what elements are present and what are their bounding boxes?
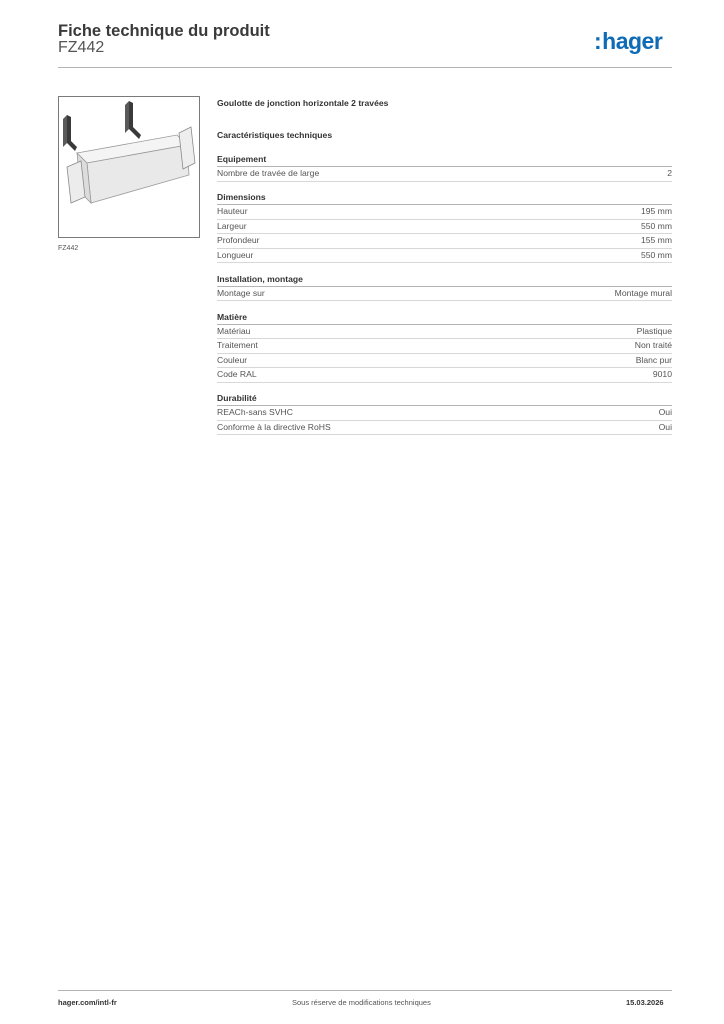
- product-reference: FZ442: [58, 39, 105, 56]
- spec-row: [217, 354, 672, 369]
- spec-row: [217, 406, 672, 421]
- footer-notice: Sous réserve de modifications techniques: [292, 998, 431, 1007]
- spec-row: [217, 167, 672, 182]
- spec-section: [217, 273, 672, 302]
- spec-label: Montage sur: [217, 287, 265, 298]
- footer-website[interactable]: hager.com/intl-fr: [58, 998, 117, 1007]
- logo-text: hager: [602, 28, 663, 54]
- spec-section: [217, 153, 672, 182]
- section-title: Dimensions: [217, 191, 672, 205]
- spec-label: Hauteur: [217, 206, 248, 216]
- hager-logo: :hager: [594, 28, 663, 54]
- product-image: [58, 96, 200, 238]
- spec-row: [217, 249, 672, 264]
- spec-label: Conforme à la directive RoHS: [217, 421, 331, 432]
- spec-section: [217, 392, 672, 435]
- spec-label: Traitement: [217, 340, 258, 350]
- spec-row: [217, 234, 672, 249]
- spec-row: [217, 205, 672, 220]
- spec-row: [217, 368, 672, 383]
- spec-row: [217, 287, 672, 302]
- spec-value: Plastique: [636, 325, 672, 336]
- spec-row: [217, 421, 672, 436]
- spec-value: 195 mm: [640, 206, 672, 216]
- spec-value: 2: [667, 168, 672, 178]
- spec-value: 155 mm: [640, 235, 672, 245]
- section-title: Durabilité: [217, 392, 672, 406]
- spec-row: [217, 220, 672, 235]
- spec-value: Blanc pur: [635, 354, 672, 365]
- page-title: Fiche technique du produit: [58, 22, 270, 40]
- spec-row: [217, 325, 672, 340]
- section-title: Equipement: [217, 153, 672, 167]
- spec-value: 9010: [652, 369, 672, 379]
- header-divider: [58, 67, 672, 68]
- footer-date: 15.03.2026: [626, 998, 664, 1007]
- footer-divider: [58, 990, 672, 991]
- spec-label: Longueur: [217, 249, 254, 260]
- spec-section: [217, 191, 672, 263]
- image-caption: FZ442: [58, 245, 79, 252]
- spec-label: REACh-sans SVHC: [217, 407, 293, 417]
- section-title: Installation, montage: [217, 273, 672, 287]
- section-title: Matière: [217, 311, 672, 325]
- spec-label: Nombre de travée de large: [217, 168, 320, 178]
- spec-label: Largeur: [217, 220, 247, 231]
- spec-label: Matériau: [217, 325, 251, 336]
- spec-value: 550 mm: [640, 220, 672, 231]
- spec-value: 550 mm: [640, 249, 672, 260]
- characteristics-title: Caractéristiques techniques: [217, 130, 333, 140]
- product-description: Goulotte de jonction horizontale 2 travées: [217, 98, 389, 108]
- cable-duct-junction-icon: [59, 97, 199, 237]
- spec-label: Code RAL: [217, 369, 257, 379]
- spec-label: Profondeur: [217, 235, 260, 245]
- spec-value: Non traité: [634, 340, 672, 350]
- spec-sections: [217, 153, 672, 435]
- spec-content: [217, 96, 672, 445]
- spec-label: Couleur: [217, 354, 248, 365]
- spec-section: [217, 311, 672, 383]
- spec-value: Montage mural: [614, 287, 672, 298]
- spec-row: [217, 339, 672, 354]
- spec-value: Oui: [658, 421, 672, 432]
- spec-value: Oui: [658, 407, 672, 417]
